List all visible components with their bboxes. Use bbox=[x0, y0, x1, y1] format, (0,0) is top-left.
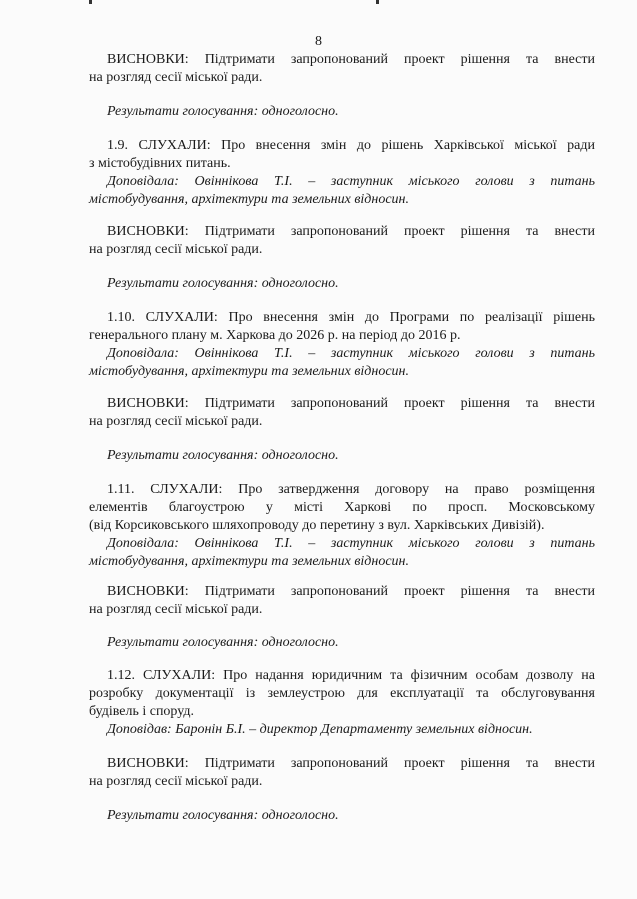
heard-line: 1.10. СЛУХАЛИ: Про внесення змін до Програми по реалізації рішень bbox=[107, 310, 595, 325]
conclusion-line: ВИСНОВКИ: Підтримати запропонований проект рішення та внести bbox=[107, 224, 595, 239]
conclusion-line: ВИСНОВКИ: Підтримати запропонований проект рішення та внести bbox=[107, 584, 595, 599]
vote-result: Результати голосування: одноголосно. bbox=[107, 104, 339, 119]
speaker-line: Доповідала: Овіннікова Т.І. – заступник міського голови з питань bbox=[107, 174, 595, 189]
heard-line: 1.11. СЛУХАЛИ: Про затвердження договору на право розміщення bbox=[107, 482, 595, 497]
conclusion-line: на розгляд сесії міської ради. bbox=[89, 242, 263, 257]
speaker-line: містобудування, архітектури та земельних відносин. bbox=[89, 192, 409, 207]
vote-result: Результати голосування: одноголосно. bbox=[107, 635, 339, 650]
speaker-line: Доповідала: Овіннікова Т.І. – заступник міського голови з питань bbox=[107, 536, 595, 551]
scan-speck bbox=[376, 0, 379, 4]
heard-line: 1.9. СЛУХАЛИ: Про внесення змін до рішень Харківської міської ради bbox=[107, 138, 595, 153]
heard-line: (від Корсиковського шляхопроводу до перетину з вул. Харківських Дивізій). bbox=[89, 518, 545, 533]
conclusion-line: ВИСНОВКИ: Підтримати запропонований проект рішення та внести bbox=[107, 396, 595, 411]
heard-line: елементів благоустрою у місті Харкові по просп. Московському bbox=[89, 500, 595, 515]
heard-line: розробку документації із землеустрою для експлуатації та обслуговування bbox=[89, 686, 595, 701]
conclusion-line: ВИСНОВКИ: Підтримати запропонований проект рішення та внести bbox=[107, 756, 595, 771]
speaker-line: Доповідав: Баронін Б.І. – директор Департаменту земельних відносин. bbox=[107, 722, 533, 737]
speaker-line: містобудування, архітектури та земельних відносин. bbox=[89, 364, 409, 379]
conclusion-line: на розгляд сесії міської ради. bbox=[89, 774, 263, 789]
page-number: 8 bbox=[315, 34, 322, 49]
heard-line: генерального плану м. Харкова до 2026 р. на період до 2016 р. bbox=[89, 328, 461, 343]
speaker-line: Доповідала: Овіннікова Т.І. – заступник міського голови з питань bbox=[107, 346, 595, 361]
conclusion-line: на розгляд сесії міської ради. bbox=[89, 602, 263, 617]
conclusion-line: на розгляд сесії міської ради. bbox=[89, 414, 263, 429]
vote-result: Результати голосування: одноголосно. bbox=[107, 448, 339, 463]
heard-line: 1.12. СЛУХАЛИ: Про надання юридичним та фізичним особам дозволу на bbox=[107, 668, 595, 683]
vote-result: Результати голосування: одноголосно. bbox=[107, 808, 339, 823]
vote-result: Результати голосування: одноголосно. bbox=[107, 276, 339, 291]
conclusion-line: ВИСНОВКИ: Підтримати запропонований проект рішення та внести bbox=[107, 52, 595, 67]
scan-speck bbox=[89, 0, 92, 4]
heard-line: з містобудівних питань. bbox=[89, 156, 231, 171]
conclusion-line: на розгляд сесії міської ради. bbox=[89, 70, 263, 85]
heard-line: будівель і споруд. bbox=[89, 704, 194, 719]
speaker-line: містобудування, архітектури та земельних відносин. bbox=[89, 554, 409, 569]
